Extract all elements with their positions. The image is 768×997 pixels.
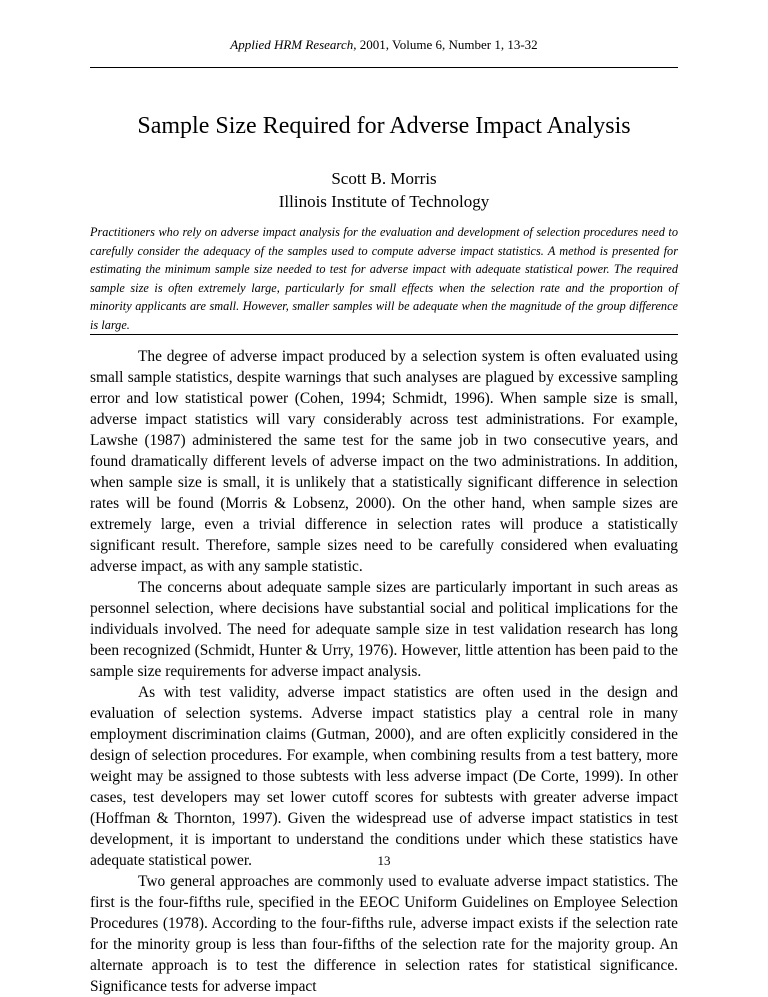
running-header — [0, 37, 768, 53]
header-rule — [90, 67, 678, 68]
body-text — [90, 346, 678, 997]
paper-title: Sample Size Required for Adverse Impact Analysis — [137, 113, 631, 139]
abstract: Practitioners who rely on adverse impact analysis for the evaluation and development of selection procedures need to carefully consider the adequacy of the samples used to compute adverse impact statistics. A method is presented for estimating the minimum sample size needed to test for adverse impact with adequate statistical power. The required sample size is often extremely large, particularly for small effects when the selection rate and the proportion of minority applicants are small. However, smaller samples will be adequate when the magnitude of the group difference is large. — [90, 225, 678, 332]
journal-name: Applied HRM Research — [230, 37, 354, 52]
body-paragraph: The concerns about adequate sample sizes are particularly important in such areas as personnel selection, where decisions have substantial social and political implications for the individuals involved. The need for adequate sample size in test validation research has long been recognized (Schmidt, Hunter & Urry, 1976). However, little attention has been paid to the sample size requirements for adverse impact analysis. — [90, 579, 678, 680]
body-paragraph: The degree of adverse impact produced by a selection system is often evaluated using small sample statistics, despite warnings that such analyses are plagued by excessive sampling error and low statistical power (Cohen, 1994; Schmidt, 1996). When sample size is small, adverse impact statistics will vary considerably across test administrations. For example, Lawshe (1987) administered the same test for the same job in two consecutive years, and found dramatically different levels of adverse impact on the two administrations. In addition, when sample size is small, it is unlikely that a statistically significant difference in selection rates will be found (Morris & Lobsenz, 2000). On the other hand, when sample sizes are extremely large, even a trivial difference in selection rates will produce a statistically significant result. Therefore, sample sizes need to be carefully considered when evaluating adverse impact, as with any sample statistic. — [90, 348, 678, 575]
abstract-rule — [90, 334, 678, 335]
journal-citation: , 2001, Volume 6, Number 1, 13-32 — [353, 37, 538, 52]
body-paragraph: As with test validity, adverse impact statistics are often used in the design and evaluation of selection systems. Adverse impact statistics play a central role in many employment discrimination claims (Gutman, 2000), and are often explicitly considered in the design of selection procedures. For example, when combining results from a test battery, more weight may be assigned to those subtests with less adverse impact (De Corte, 1999). In other cases, test developers may set lower cutoff scores for subtests with greater adverse impact (Hoffman & Thornton, 1997). Given the widespread use of adverse impact statistics in test development, it is important to understand the conditions under which these statistics have adequate statistical power. — [90, 684, 678, 869]
page-number: 13 — [377, 853, 391, 868]
body-paragraph: Two general approaches are commonly used to evaluate adverse impact statistics. The first is the four-fifths rule, specified in the EEOC Uniform Guidelines on Employee Selection Procedures (1978). According to the four-fifths rule, adverse impact exists if the selection rate for the minority group is less than four-fifths of the selection rate for the majority group. An alternate approach is to test the difference in selection rates for statistical significance. Significance tests for adverse impact — [90, 873, 678, 995]
author-name: Scott B. Morris — [331, 169, 437, 188]
author-affiliation: Illinois Institute of Technology — [278, 192, 490, 211]
